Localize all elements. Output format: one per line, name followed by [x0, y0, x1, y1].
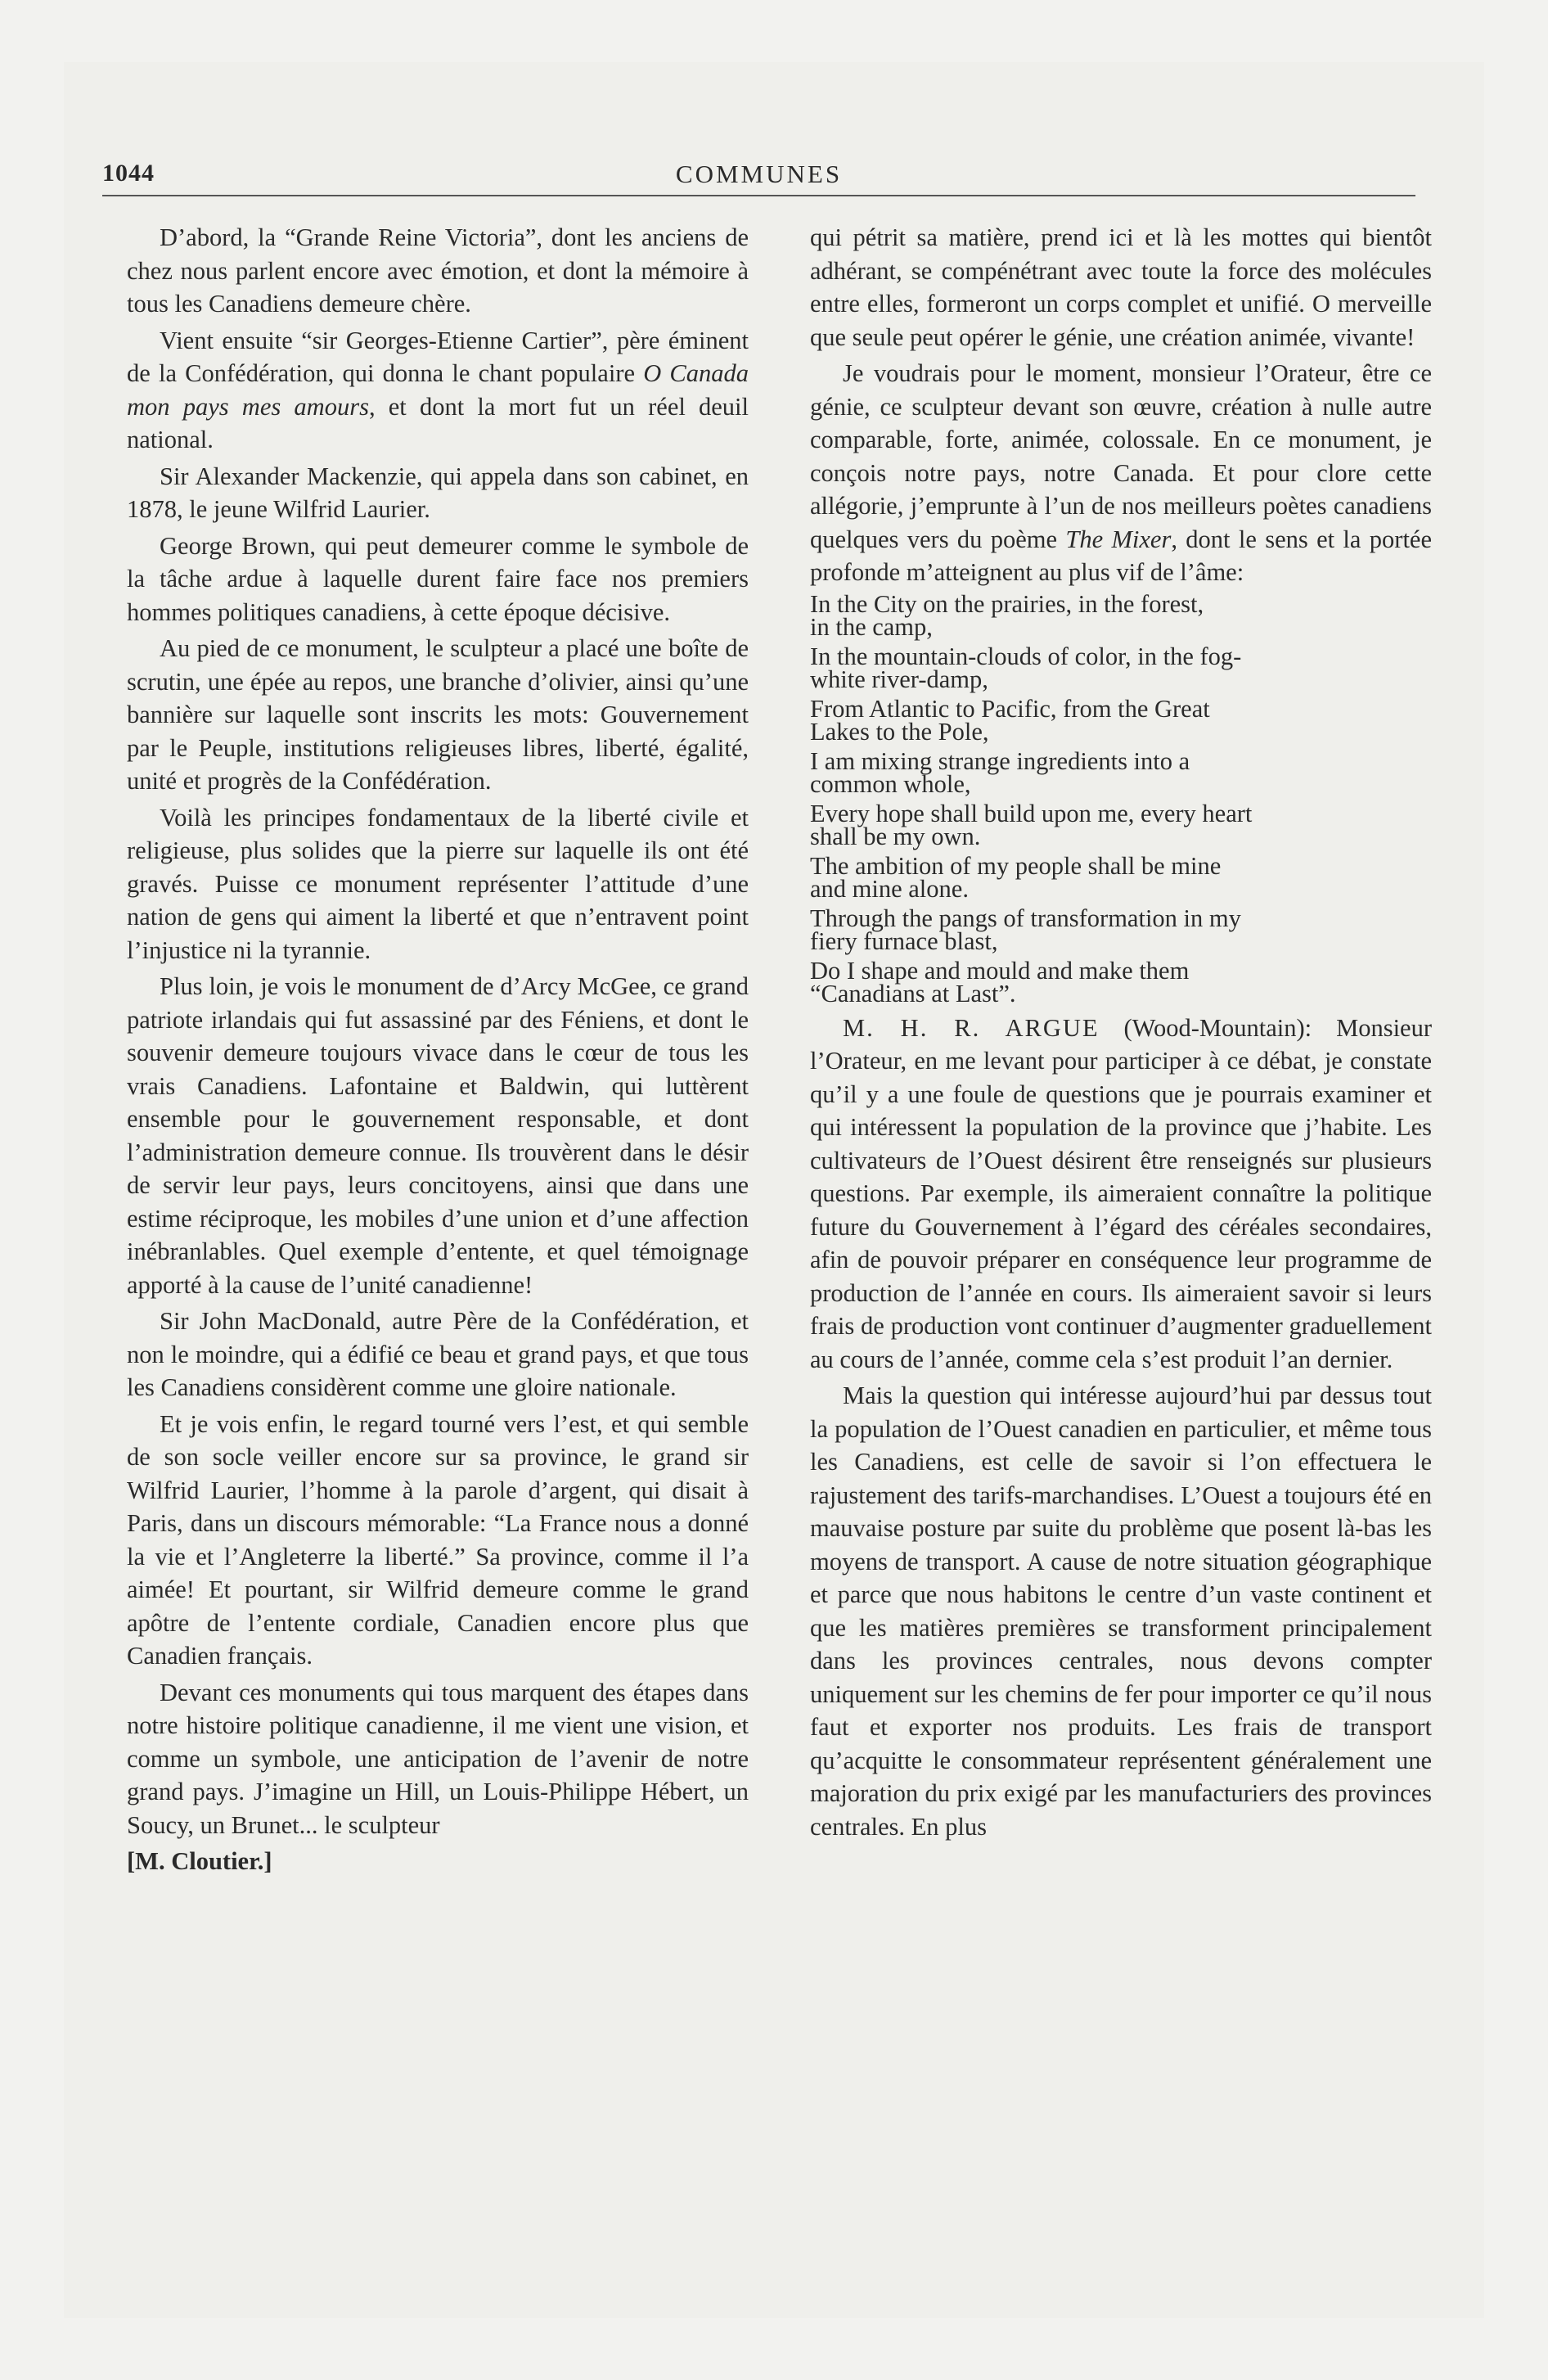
paragraph: Au pied de ce monument, le sculpteur a placé une boîte de scrutin, une épée au repos, une branche d’olivier, ainsi qu’une bannière sur laquelle sont inscrits les mots: Gouvernement par le Peuple, institutions religieuses libres, liberté, égalité, unité et progrès de la Confédération. — [127, 634, 749, 795]
text-span: , et dont la mort fut un réel deuil national. — [127, 392, 749, 453]
verse-line — [810, 589, 1432, 641]
running-head: COMMUNES — [675, 160, 843, 188]
verse-text: shall be my own. — [810, 822, 981, 850]
text-span: (Wood-Mountain): Monsieur l’Orateur, en me levant pour participer à ce débat, je constate qu’il y a une foule de questions que je pourrais examiner et qui intéressent la population de la province que j’habite. Les cultivateurs de l’Ouest désirent être renseignés sur plusieurs questions. Par exemple, ils aimeraient connaître la politique future du Gouvernement à l’égard des céréales secondaires, afin de pouvoir préparer en conséquence leur programme de production de l’année en cours. Ils aimeraient savoir si leurs frais de production vont continuer d’augmenter graduellement au cours de l’année, comme cela s’est produit l’an dernier. — [810, 1013, 1432, 1373]
verse-text: Through the pangs of transformation in my — [810, 904, 1241, 932]
speaker-signature: [M. Cloutier.] — [127, 1847, 272, 1875]
verse-text: I am mixing strange ingredients into a — [810, 746, 1190, 775]
page-number: 1044 — [102, 160, 155, 187]
text-span: , dont le sens et la portée profonde m’atteignent au plus vif de l’âme: — [810, 525, 1432, 586]
page-header — [102, 160, 1415, 192]
verse-line — [810, 799, 1432, 850]
paragraph: Sir Alexander Mackenzie, qui appela dans son cabinet, en 1878, le jeune Wilfrid Laurier. — [127, 462, 749, 523]
paragraph: D’abord, la “Grande Reine Victoria”, dont les anciens de chez nous parlent encore avec émotion, et dont la mémoire à tous les Canadiens demeure chère. — [127, 223, 749, 318]
verse-line — [810, 694, 1432, 746]
header-rule — [102, 195, 1415, 196]
paragraph: George Brown, qui peut demeurer comme le symbole de la tâche ardue à laquelle durent faire face nos premiers hommes politiques canadiens, à cette époque décisive. — [127, 531, 749, 626]
poem-title: The Mixer — [1065, 525, 1172, 553]
poem-verse — [810, 589, 1432, 1007]
verse-line — [810, 851, 1432, 903]
verse-text: and mine alone. — [810, 874, 969, 903]
paragraph — [127, 324, 749, 457]
paragraph: Mais la question qui intéresse aujourd’hui par dessus tout la population de l’Ouest canadien en particulier, et même tous les Canadiens, est celle de savoir si l’on effectuera le rajustement des tarifs-marchandises. L’Ouest a toujours été en mauvaise posture par suite du problème que posent là-bas les moyens de transport. A cause de notre situation géographique et parce que nous habitons le centre d’un vaste continent et que les matières premières se transforment principalement dans les provinces centrales, nous devons compter uniquement sur les chemins de fer pour importer ce qu’il nous faut et exporter nos produits. Les frais de transport qu’acquitte le consommateur représentent généralement une majoration du prix exigé par les manufacturiers des provinces centrales. En plus — [810, 1382, 1432, 1841]
verse-line — [810, 746, 1432, 798]
paragraph: Devant ces monuments qui tous marquent des étapes dans notre histoire politique canadienne, il me vient une vision, et comme un symbole, une anticipation de l’avenir de notre grand pays. J’imagine un Hill, un Louis-Philippe Hébert, un Soucy, un Brunet... le sculpteur — [127, 1678, 749, 1839]
verse-text: fiery furnace blast, — [810, 926, 998, 955]
speaker-name: M. H. R. ARGUE — [843, 1013, 1100, 1042]
song-title: O Canada mon pays mes amours — [127, 359, 749, 421]
paragraph — [810, 357, 1432, 589]
paragraph: Sir John MacDonald, autre Père de la Confédération, et non le moindre, qui a édifié ce beau et grand pays, et que tous les Canadiens considèrent comme une gloire nationale. — [127, 1307, 749, 1401]
right-column — [810, 221, 1432, 1846]
verse-text: white river-damp, — [810, 665, 988, 693]
verse-text: Do I shape and mould and make them — [810, 956, 1190, 985]
paragraph: Plus loin, je vois le monument de d’Arcy McGee, ce grand patriote irlandais qui fut assassiné par des Féniens, et dont le souvenir demeure toujours vivace dans le cœur de tous les vrais Canadiens. Lafontaine et Baldwin, qui luttèrent ensemble pour le gouvernement responsable, et dont l’administration demeure connue. Ils trouvèrent dans le désir de servir leur pays, leurs concitoyens, ainsi que dans une estime réciproque, les mobiles d’une union et d’une affection inébranlables. Quel exemple d’entente, et quel témoignage apporté à la cause de l’unité canadienne! — [127, 972, 749, 1299]
paragraph: qui pétrit sa matière, prend ici et là les mottes qui bientôt adhérant, se compénétrant avec toute la force des molécules entre elles, formeront un corps complet et unifié. O merveille que seule peut opérer le génie, une création animée, vivante! — [810, 223, 1432, 351]
verse-line — [810, 904, 1432, 955]
text-span: Je voudrais pour le moment, monsieur l’Orateur, être ce génie, ce sculpteur devant son œuvre, création à nulle autre comparable, forte, animée, colossale. En ce monument, je conçois notre pays, notre Canada. Et pour clore cette allégorie, j’emprunte à l’un de nos meilleurs poètes canadiens quelques vers du poème — [810, 359, 1432, 553]
paragraph: Voilà les principes fondamentaux de la liberté civile et religieuse, plus solides que la pierre sur laquelle ils ont été gravés. Puisse ce monument représenter l’attitude d’une nation de gens qui aiment la liberté et que n’entravent point l’injustice ni la tyrannie. — [127, 803, 749, 964]
verse-text: In the mountain-clouds of color, in the fog- — [810, 642, 1242, 670]
left-column — [127, 221, 749, 1882]
paragraph: Et je vois enfin, le regard tourné vers l’est, et qui semble de son socle veiller encore sur sa province, le grand sir Wilfrid Laurier, l’homme à la parole d’argent, qui disait à Paris, dans un discours mémorable: “La France nous a donné la vie et l’Angleterre la liberté.” Sa province, comme il l’a aimée! Et pourtant, sir Wilfrid demeure comme le grand apôtre de l’entente cordiale, Canadien encore plus que Canadien français. — [127, 1409, 749, 1670]
verse-text: Every hope shall build upon me, every heart — [810, 799, 1253, 827]
paragraph — [810, 1012, 1432, 1377]
text-span: Vient ensuite “sir Georges-Etienne Cartier”, père éminent de la Confédération, qui donna le chant populaire — [127, 326, 749, 387]
verse-line — [810, 642, 1432, 693]
verse-text: common whole, — [810, 769, 971, 798]
verse-text: Lakes to the Pole, — [810, 717, 989, 746]
verse-text: The ambition of my people shall be mine — [810, 851, 1222, 880]
verse-text: in the camp, — [810, 612, 933, 641]
verse-text: From Atlantic to Pacific, from the Great — [810, 694, 1210, 723]
verse-line — [810, 956, 1432, 1007]
verse-text: “Canadians at Last”. — [810, 979, 1016, 1007]
verse-text: In the City on the prairies, in the forest, — [810, 589, 1204, 618]
